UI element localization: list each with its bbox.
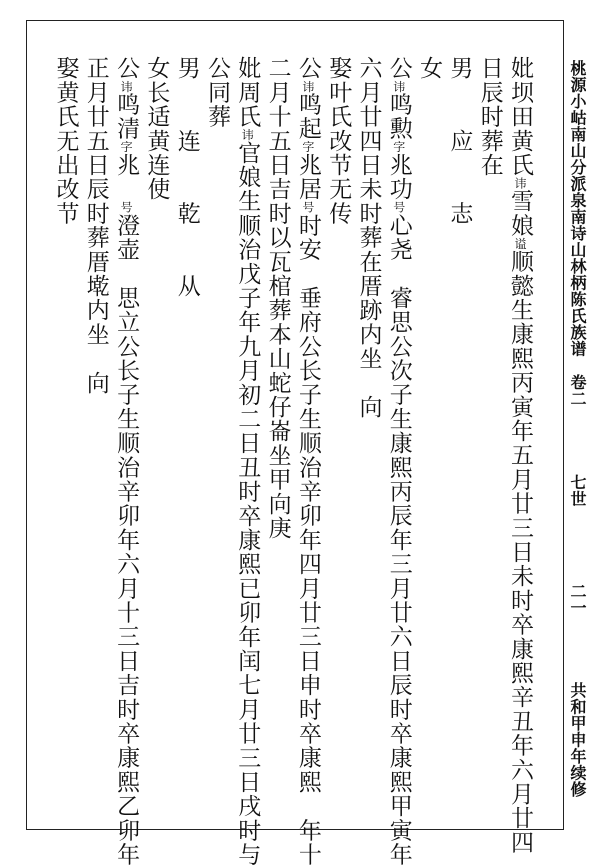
text-column <box>234 56 261 867</box>
text-column <box>325 56 352 226</box>
body-text: 娶叶氏改节无传 <box>325 56 352 226</box>
body-text: 六月廿四日未时葬在厝跡内坐 向 <box>355 56 382 419</box>
text-column <box>357 56 380 419</box>
body-text: 二月十五日吉时以瓦棺葬本山蛇仔崙坐甲向庚 <box>264 56 291 540</box>
generation-label: 七世 <box>568 474 587 507</box>
annotation-text: 字 <box>119 140 134 153</box>
body-text: 心尧 睿思公次子生康熙丙辰年三月廿六日辰时卒康熙甲寅年 <box>385 213 412 867</box>
annotation-text: 讳 <box>391 80 406 93</box>
text-column <box>446 56 473 226</box>
annotation-text: 讳 <box>513 177 527 189</box>
body-text: 公同葬 <box>204 56 230 129</box>
annotation-text: 讳 <box>119 80 134 93</box>
body-text: 兆居 <box>294 152 321 202</box>
text-column <box>387 56 410 866</box>
annotation-text: 号 <box>391 201 406 214</box>
text-column <box>143 56 170 202</box>
edition-label: 共和甲申年续修 <box>568 682 587 798</box>
annotation-text: 谥 <box>513 237 527 250</box>
text-column <box>478 56 501 177</box>
body-text: 兆功 <box>385 152 412 202</box>
body-text: 鸣清 <box>113 92 140 141</box>
text-column <box>205 56 228 129</box>
body-text: 公 <box>294 56 321 81</box>
text-column <box>296 56 319 866</box>
body-text: 鸣勲 <box>385 92 412 141</box>
body-text: 公 <box>385 56 412 81</box>
annotation-text: 号 <box>119 201 134 214</box>
body-text: 女 <box>416 56 443 81</box>
body-text: 兆 <box>113 152 140 202</box>
page-number: 二一 <box>568 583 587 616</box>
body-text: 日辰时葬在 <box>476 56 503 177</box>
body-text: 时安 垂府公长子生顺治辛卯年四月廿三日申时卒康熙 年十 <box>294 213 321 867</box>
text-column <box>416 56 443 81</box>
genealogy-title: 桃源小岵南山分派泉南诗山林柄陈氏族谱 <box>568 60 587 357</box>
body-text: 娶黄氏无出改节 <box>52 56 79 226</box>
body-text: 雪娘 <box>507 189 533 238</box>
body-text: 妣坝田黄氏 <box>507 56 533 177</box>
body-text: 男 应 志 <box>446 56 473 226</box>
body-text: 男 连 乾 从 <box>173 56 200 298</box>
body-text: 鸣起 <box>294 92 321 141</box>
annotation-text: 号 <box>300 201 315 214</box>
body-text: 澄壶 思立公长子生顺治辛卯年六月十三日吉时卒康熙乙卯年 <box>113 213 140 867</box>
annotation-text: 讳 <box>300 80 315 93</box>
text-column <box>508 56 531 854</box>
text-column <box>84 56 107 395</box>
text-column <box>175 56 198 298</box>
body-text: 妣周氏 <box>234 56 261 129</box>
text-column <box>266 56 289 540</box>
annotation-text: 讳 <box>240 128 255 141</box>
body-text: 公 <box>113 56 140 81</box>
body-text: 顺懿生康熙丙寅年五月廿三日未时卒康熙辛丑年六月廿四 <box>507 249 533 855</box>
text-column <box>113 56 140 867</box>
body-text: 女长适黄连使 <box>143 56 170 202</box>
annotation-text: 字 <box>391 140 406 153</box>
body-text: 官娘生顺治戊子年九月初二日丑时卒康熙已卯年闰七月廿三日戌时与 <box>234 140 261 867</box>
volume-label: 卷二 <box>568 374 587 407</box>
text-column <box>54 56 77 225</box>
annotation-text: 字 <box>300 140 315 153</box>
body-text: 正月廿五日辰时葬厝墘内坐 向 <box>82 56 109 395</box>
